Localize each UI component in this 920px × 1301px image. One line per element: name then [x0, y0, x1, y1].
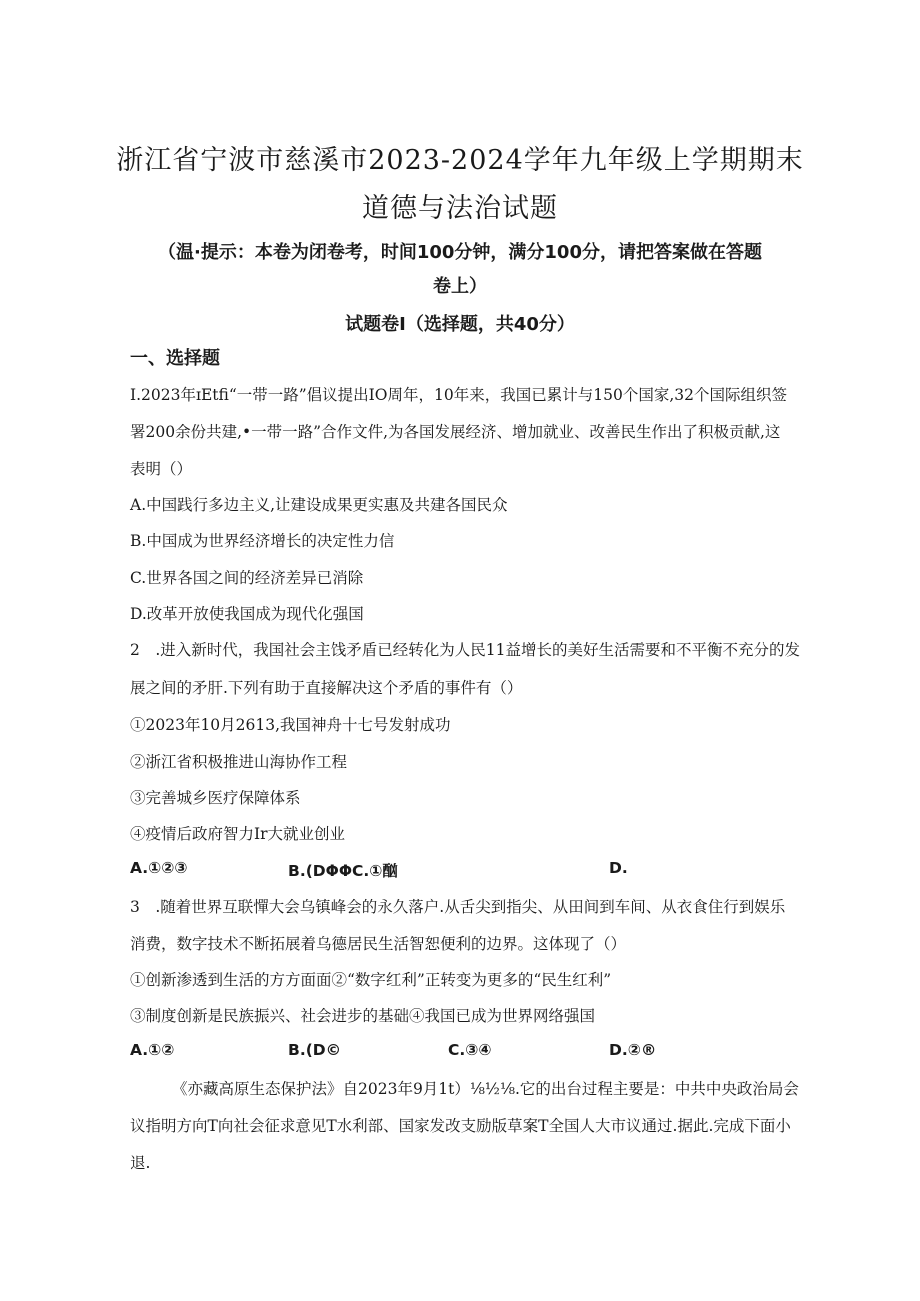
question-2-option-a: A.①②③ [130, 859, 188, 877]
question-3-option-c: C.③④ [448, 1041, 492, 1059]
question-3-line-1: 3 .随着世界互联憚大会乌镇峰会的永久落户.从舌尖到指尖、从田间到车间、从衣食住行到娱乐 [130, 898, 786, 916]
question-1-option-d: D.改革开放使我国成为现代化强国 [130, 605, 364, 623]
question-2-item-4: ④疫情后政府智力Ir大就业创业 [130, 825, 346, 843]
paper-label: 试题卷I（选择题，共40分） [345, 314, 575, 335]
question-2-item-1: ①2023年10月2613,我国神舟十七号发射成功 [130, 716, 451, 734]
passage-line-3: 退. [130, 1154, 151, 1172]
question-1-line-2: 署200余份共建,•一带一路”合作文件,为各国发展经济、增加就业、改善民生作出了积极贡献,这 [130, 423, 781, 441]
question-3-option-d: D.②® [609, 1041, 657, 1059]
question-1-line-1: I.2023年ɪEtfi“一带一路”倡议提出IO周年，10年来，我国已累计与150个国家,32个国际组织签 [130, 386, 787, 404]
question-3-item-1: ①创新渗透到生活的方方面面②“数字红利”正转变为更多的“民生红利” [130, 971, 612, 989]
exam-note-line2: 卷上） [433, 276, 487, 297]
exam-title-line1: 浙江省宁波市慈溪市2023-2024学年九年级上学期期末 [116, 145, 804, 176]
question-2-option-bc: B.(DΦΦC.①酗 [288, 862, 398, 880]
question-2-line-1: 2 .进入新时代，我国社会主饯矛盾已经转化为人民11益增长的美好生活需要和不平衡不充分的发 [130, 641, 801, 659]
exam-note-line1: （温·提示：本卷为闭卷考，时间100分钟，满分100分，请把答案做在答题 [158, 242, 762, 263]
exam-title-line2: 道德与法治试题 [362, 193, 558, 224]
question-1-option-c: C.世界各国之间的经济差异已消除 [130, 569, 364, 587]
question-1-option-a: A.中国践行多边主义,让建设成果更实惠及共建各国民众 [130, 496, 508, 514]
question-1-line-3: 表明（） [130, 460, 193, 478]
question-2-line-2: 展之间的矛肝.下列有助于直接解决这个矛盾的事件有（） [130, 679, 523, 697]
question-3-option-a: A.①② [130, 1041, 175, 1059]
question-2-item-2: ②浙江省积极推进山海协作工程 [130, 753, 348, 771]
question-3-line-2: 消费，数字技术不断拓展着乌德居民生活智恕便利的边界。这体现了（） [130, 935, 627, 953]
passage-line-2: 议指明方向T向社会征求意见T水利部、国家发改支励版草案T全国人大市议通过.据此.完成下面小 [130, 1117, 791, 1135]
question-2-option-d: D. [609, 859, 628, 877]
question-3-option-b: B.(D© [288, 1041, 342, 1059]
section-heading: 一、选择题 [130, 348, 220, 369]
question-1-option-b: B.中国成为世界经济增长的决定性力信 [130, 532, 395, 550]
passage-line-1: 《亦藏高原生态保护法》自2023年9月1t）⅛½⅛.它的出台过程主要是：中共中央政治局会 [172, 1080, 799, 1098]
question-2-item-3: ③完善城乡医疗保障体系 [130, 789, 301, 807]
question-3-item-2: ③制度创新是民族振兴、社会进步的基础④我国已成为世界网络强国 [130, 1007, 596, 1025]
